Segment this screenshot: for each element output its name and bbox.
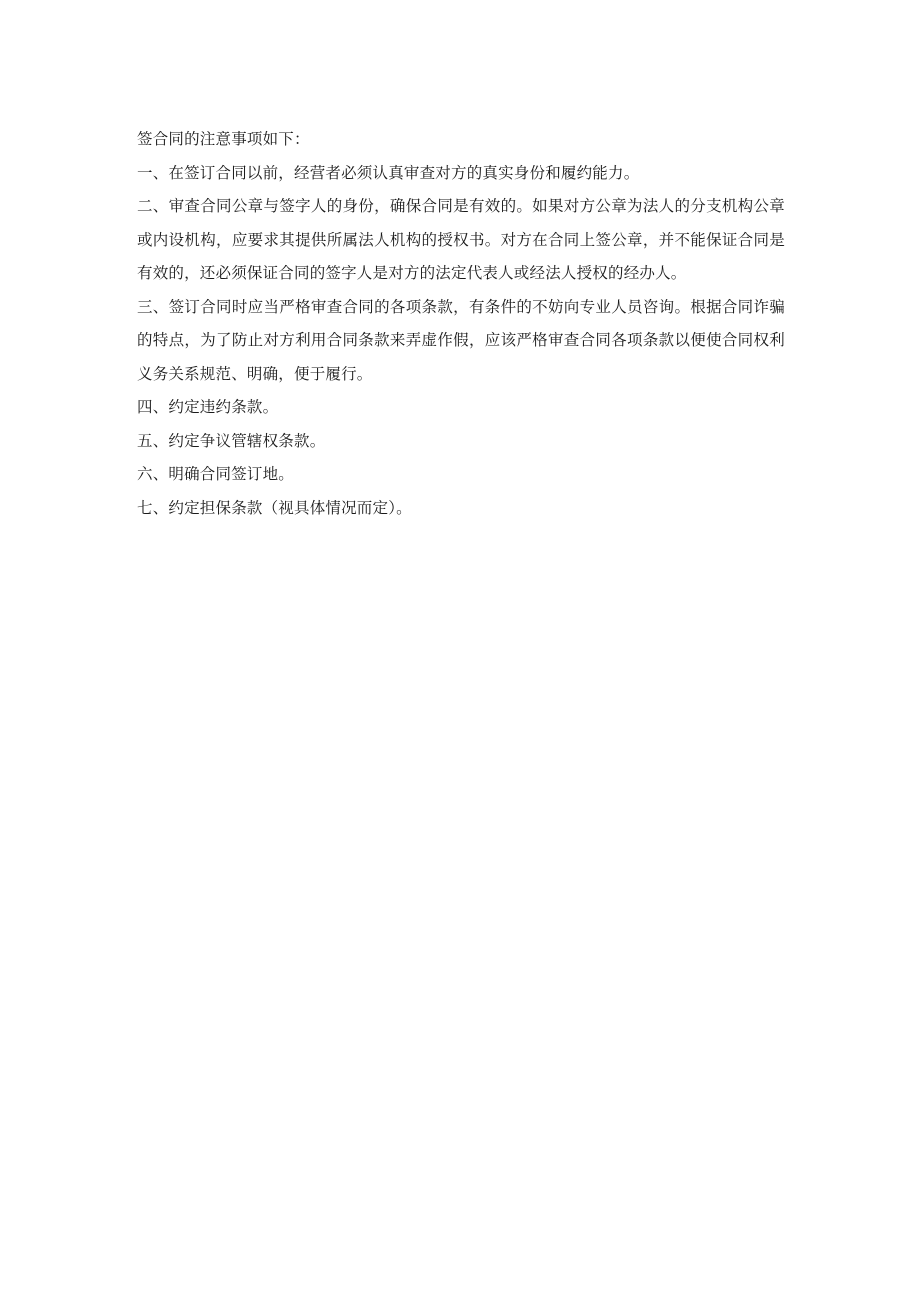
document-heading: 签合同的注意事项如下： [137,130,310,148]
list-item: 三、签订合同时应当严格审查合同的各项条款，有条件的不妨向专业人员咨询。根据合同诈骗的特点，为了防止对方利用合同条款来弄虚作假，应该严格审查合同各项条款以便使合同权利义务关系规范、明确，便于履行。 [137,297,785,383]
list-item: 六、明确合同签订地。 [137,465,295,483]
list-item: 二、审查合同公章与签字人的身份，确保合同是有效的。如果对方公章为法人的分支机构公章或内设机构，应要求其提供所属法人机构的授权书。对方在合同上签公章，并不能保证合同是有效的，还必须保证合同的签字人是对方的法定代表人或经法人授权的经办人。 [137,197,785,282]
list-item: 四、约定违约条款。 [137,398,279,416]
document-body [137,123,785,525]
list-item: 五、约定争议管辖权条款。 [137,431,326,450]
list-item: 一、在签订合同以前，经营者必须认真审查对方的真实身份和履约能力。 [137,163,640,182]
list-item: 七、约定担保条款（视具体情况而定）。 [137,498,412,517]
